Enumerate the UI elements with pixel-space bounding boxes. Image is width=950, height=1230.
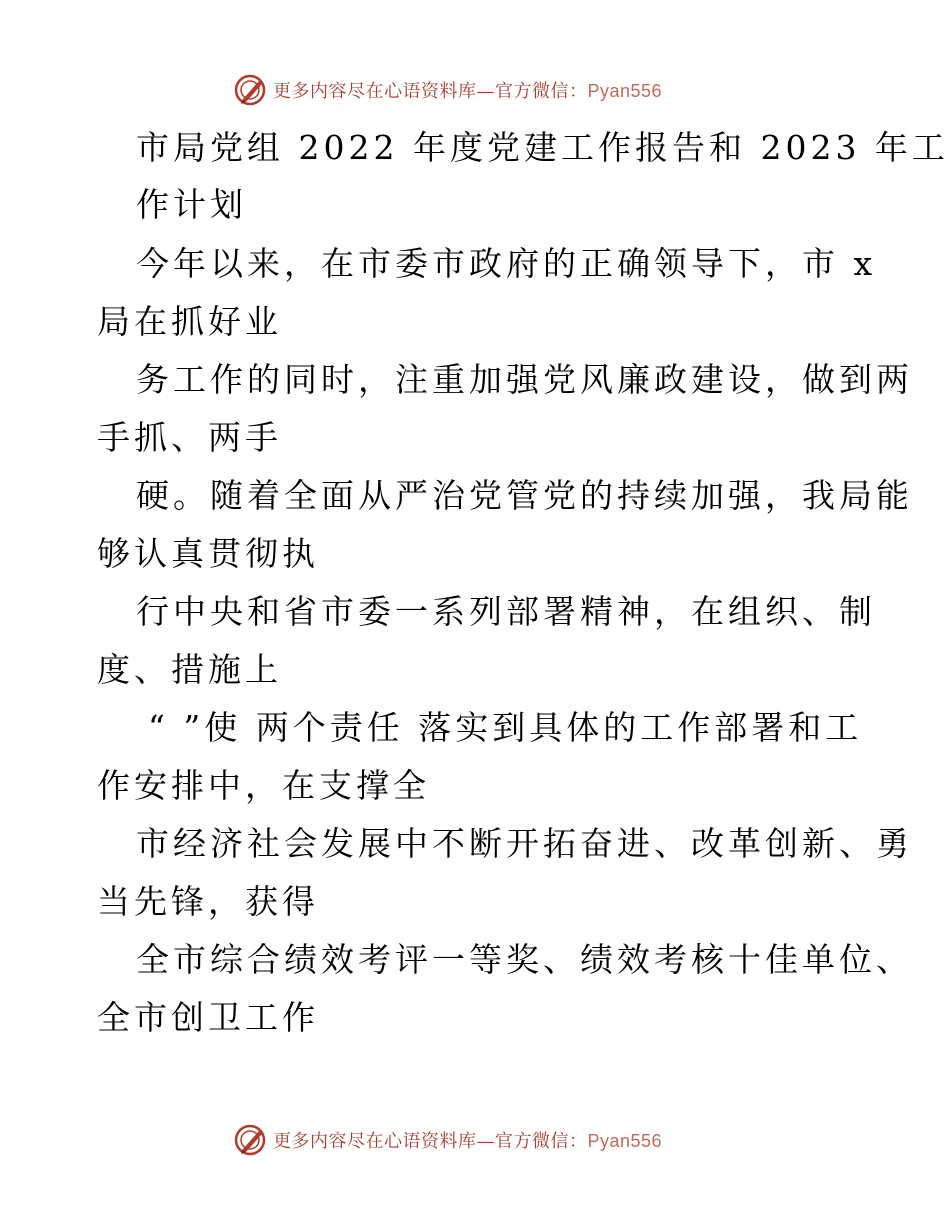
body-line: 手抓、两手: [97, 418, 282, 457]
pen-logo-icon: [233, 73, 267, 107]
watermark-text: 更多内容尽在心语资料库—官方微信：: [273, 1131, 588, 1152]
body-line: 够认真贯彻执: [97, 534, 319, 573]
body-line: 今年以来，在市委市政府的正确领导下，市 x: [136, 244, 877, 283]
watermark-brand: Pyan556: [587, 1131, 663, 1151]
body-line: 作安排中，在支撑全: [97, 766, 430, 805]
header-watermark: [233, 70, 662, 110]
title-line-1: 市局党组 2022 年度党建工作报告和 2023 年工: [136, 128, 949, 167]
body-line: “ ”使 两个责任 落实到具体的工作部署和工: [148, 708, 863, 747]
body-line: 当先锋，获得: [97, 882, 319, 921]
body-line: 局在抓好业: [97, 302, 282, 341]
body-line: 市经济社会发展中不断开拓奋进、改革创新、勇: [136, 824, 913, 863]
body-line: 行中央和省市委一系列部署精神，在组织、制: [136, 592, 876, 631]
pen-logo-icon: [233, 1123, 267, 1157]
footer-watermark: [233, 1120, 662, 1160]
body-line: 全市综合绩效考评一等奖、绩效考核十佳单位、: [136, 940, 913, 979]
body-line: 度、措施上: [97, 650, 282, 689]
body-line: 务工作的同时，注重加强党风廉政建设，做到两: [136, 360, 913, 399]
watermark-text: 更多内容尽在心语资料库—官方微信：: [273, 81, 588, 102]
body-line: 全市创卫工作: [97, 998, 319, 1037]
title-line-2: 作计划: [136, 185, 247, 224]
watermark-brand: Pyan556: [587, 81, 663, 101]
body-line: 硬。随着全面从严治党管党的持续加强，我局能: [136, 476, 913, 515]
